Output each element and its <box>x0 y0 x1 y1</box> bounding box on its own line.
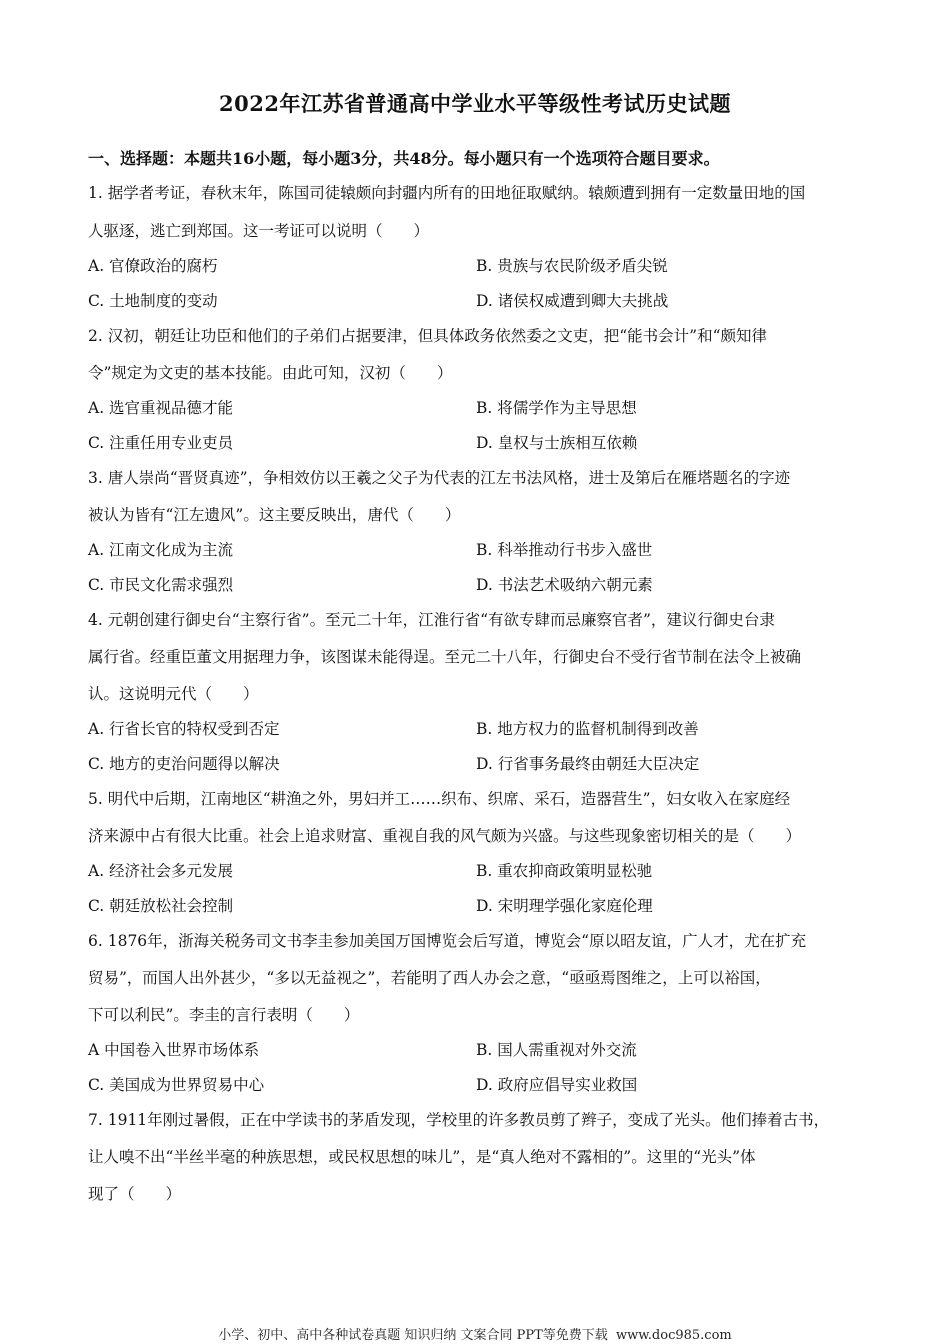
footer-url[interactable]: www.doc985.com <box>615 1328 732 1343</box>
question-5-option-d: D. 宋明理学强化家庭伦理 <box>476 897 653 915</box>
question-4-option-c: C. 地方的吏治问题得以解决 <box>88 755 280 773</box>
question-2-option-b: B. 将儒学作为主导思想 <box>476 399 637 417</box>
question-1-option-b: B. 贵族与农民阶级矛盾尖锐 <box>476 257 668 275</box>
question-6-option-c: C. 美国成为世界贸易中心 <box>88 1076 265 1094</box>
question-5-option-a: A. 经济社会多元发展 <box>88 862 234 880</box>
question-5-line-1: 5. 明代中后期，江南地区“耕渔之外，男妇并工……织布、织席、采石，造器营生”，妇女收入在家庭经 <box>88 790 791 808</box>
question-1-line-2: 人驱逐，逃亡到郑国。这一考证可以说明（ ） <box>88 222 430 240</box>
question-3-line-2: 被认为皆有“江左遗风”。这主要反映出，唐代（ ） <box>88 506 461 524</box>
question-1-option-c: C. 土地制度的变动 <box>88 292 218 310</box>
question-6-option-b: B. 国人需重视对外交流 <box>476 1041 637 1059</box>
question-5-option-c: C. 朝廷放松社会控制 <box>88 897 234 915</box>
question-4-line-2: 属行省。经重臣董文用据理力争，该图谋未能得逞。至元二十八年，行御史台不受行省节制在法令上被确 <box>88 648 802 666</box>
question-7-line-3: 现了（ ） <box>88 1185 182 1203</box>
question-2-line-2: 令”规定为文吏的基本技能。由此可知，汉初（ ） <box>88 364 453 382</box>
question-5-line-2: 济来源中占有很大比重。社会上追求财富、重视自我的风气颇为兴盛。与这些现象密切相关的是（ ） <box>88 827 802 845</box>
question-6-option-a: A 中国卷入世界市场体系 <box>88 1041 260 1059</box>
question-1-option-d: D. 诸侯权威遭到卿大夫挑战 <box>476 292 669 310</box>
question-4-line-1: 4. 元朝创建行御史台“主察行省”。至元二十年，江淮行省“有欲专肆而忌廉察官者”，建议行御史台隶 <box>88 611 775 629</box>
question-2-option-c: C. 注重任用专业吏员 <box>88 434 234 452</box>
question-7-line-1: 7. 1911年刚过暑假，正在中学读书的茅盾发现，学校里的许多教员剪了辫子，变成了光头。他们捧着古书， <box>88 1111 830 1129</box>
question-4-option-a: A. 行省长官的特权受到否定 <box>88 720 280 738</box>
question-2-option-a: A. 选官重视品德才能 <box>88 399 234 417</box>
question-3-option-c: C. 市民文化需求强烈 <box>88 576 234 594</box>
question-6-line-1: 6. 1876年，浙海关税务司文书李圭参加美国万国博览会后写道，博览会“原以昭友谊，广人才，尤在扩充 <box>88 932 807 950</box>
question-7-line-2: 让人嗅不出“半丝半毫的种族思想，或民权思想的味儿”，是“真人绝对不露相的”。这里的“光头”体 <box>88 1148 756 1166</box>
question-4-option-b: B. 地方权力的监督机制得到改善 <box>476 720 699 738</box>
question-3-option-b: B. 科举推动行书步入盛世 <box>476 541 653 559</box>
question-3-option-d: D. 书法艺术吸纳六朝元素 <box>476 576 653 594</box>
question-6-line-2: 贸易”，而国人出外甚少，“多以无益视之”，若能明了西人办会之意，“亟亟焉图维之，上可以裕国， <box>88 969 771 987</box>
question-3-line-1: 3. 唐人崇尚“晋贤真迹”，争相效仿以王羲之父子为代表的江左书法风格，进士及第后在雁塔题名的字迹 <box>88 469 791 487</box>
question-6-line-3: 下可以利民”。李圭的言行表明（ ） <box>88 1006 360 1024</box>
question-2-option-d: D. 皇权与士族相互依赖 <box>476 434 638 452</box>
question-4-line-3: 认。这说明元代（ ） <box>88 685 259 703</box>
question-1-line-1: 1. 据学者考证，春秋末年，陈国司徒辕颇向封疆内所有的田地征取赋纳。辕颇遭到拥有一定数量田地的国 <box>88 184 806 202</box>
question-4-option-d: D. 行省事务最终由朝廷大臣决定 <box>476 755 700 773</box>
question-1-option-a: A. 官僚政治的腐朽 <box>88 257 218 275</box>
section-heading: 一、选择题：本题共16小题，每小题3分，共48分。每小题只有一个选项符合题目要求。 <box>88 149 720 168</box>
question-3-option-a: A. 江南文化成为主流 <box>88 541 234 559</box>
page-footer <box>0 1324 950 1343</box>
footer-text: 小学、初中、高中各种试卷真题 知识归纳 文案合同 PPT等免费下载 <box>218 1328 608 1343</box>
question-5-option-b: B. 重农抑商政策明显松驰 <box>476 862 653 880</box>
page-title: 2022年江苏省普通高中学业水平等级性考试历史试题 <box>219 91 731 116</box>
question-6-option-d: D. 政府应倡导实业救国 <box>476 1076 638 1094</box>
question-2-line-1: 2. 汉初，朝廷让功臣和他们的子弟们占据要津，但具体政务依然委之文吏，把“能书会计”和“颇知律 <box>88 327 767 345</box>
